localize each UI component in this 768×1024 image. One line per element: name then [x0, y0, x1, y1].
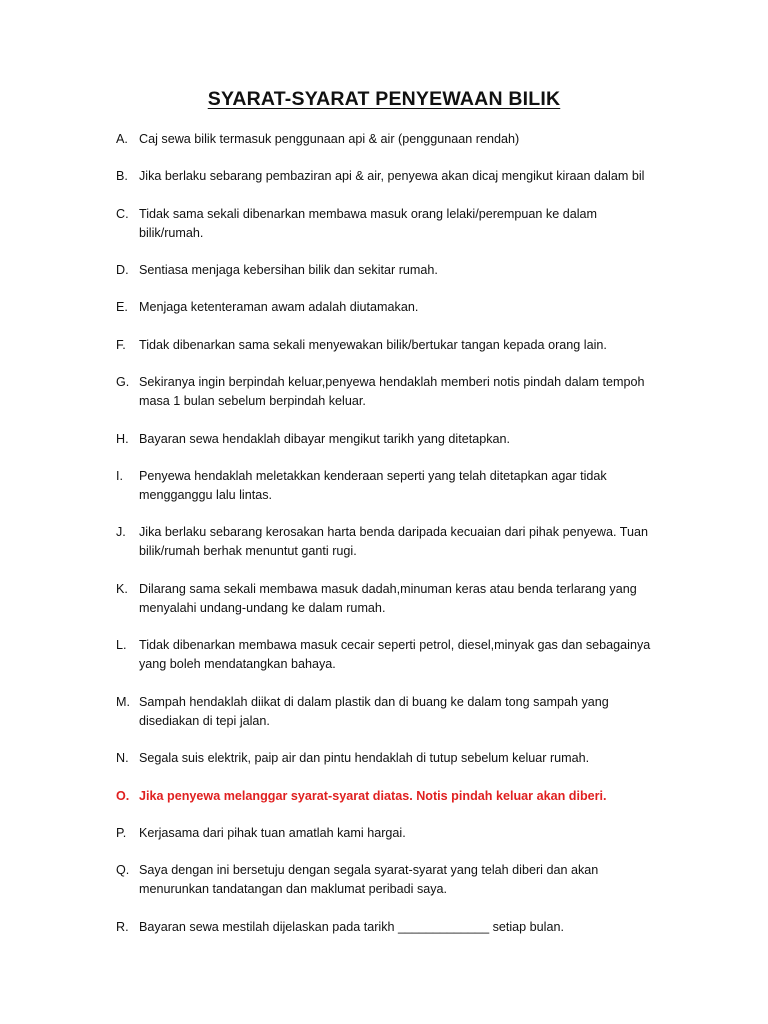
rule-letter: Q.	[116, 863, 130, 877]
rule-letter: M.	[116, 695, 130, 709]
rule-letter: K.	[116, 582, 128, 596]
rule-letter: G.	[116, 375, 130, 389]
rule-text: Jika penyewa melanggar syarat-syarat diatas. Notis pindah keluar akan diberi.	[139, 789, 607, 803]
rule-letter: L.	[116, 638, 127, 652]
rule-text: Menjaga ketenteraman awam adalah diutamakan.	[139, 300, 419, 314]
rule-text: Dilarang sama sekali membawa masuk dadah,minuman keras atau benda terlarang yang menyalahi undang-undang ke dalam rumah.	[139, 582, 637, 615]
rule-letter: I.	[116, 469, 123, 483]
rule-text: Tidak dibenarkan membawa masuk cecair seperti petrol, diesel,minyak gas dan sebagainya yang boleh mendatangkan bahaya.	[139, 638, 651, 671]
rule-text: Bayaran sewa mestilah dijelaskan pada tarikh _____________ setiap bulan.	[139, 920, 564, 934]
document-title: SYARAT-SYARAT PENYEWAAN BILIK	[207, 88, 561, 110]
rule-item-b	[116, 167, 676, 186]
rule-item-h	[116, 430, 676, 449]
rule-text: Sampah hendaklah diikat di dalam plastik dan di buang ke dalam tong sampah yang disediakan di tepi jalan.	[139, 695, 609, 728]
rule-letter: P.	[116, 826, 127, 840]
rule-letter: A.	[116, 132, 128, 146]
rule-letter: C.	[116, 207, 129, 221]
rule-item-n	[116, 749, 676, 768]
rule-letter: F.	[116, 338, 126, 352]
rule-item-o	[116, 787, 676, 806]
rule-text: Sekiranya ingin berpindah keluar,penyewa hendaklah memberi notis pindah dalam tempoh masa 1 bulan sebelum berpindah keluar.	[139, 375, 645, 408]
rule-item-j	[116, 523, 676, 560]
rule-letter: H.	[116, 432, 129, 446]
rule-letter: J.	[116, 525, 126, 539]
rule-text: Penyewa hendaklah meletakkan kenderaan seperti yang telah ditetapkan agar tidak mengganggu lalu lintas.	[139, 469, 607, 502]
rule-letter: R.	[116, 920, 129, 934]
rule-item-e	[116, 298, 676, 317]
rule-item-g	[116, 373, 676, 410]
rule-text: Caj sewa bilik termasuk penggunaan api & air (penggunaan rendah)	[139, 132, 520, 146]
rule-text: Jika berlaku sebarang pembaziran api & air, penyewa akan dicaj mengikut kiraan dalam bil	[139, 169, 645, 183]
rule-text: Segala suis elektrik, paip air dan pintu hendaklah di tutup sebelum keluar rumah.	[139, 751, 590, 765]
rule-text: Bayaran sewa hendaklah dibayar mengikut tarikh yang ditetapkan.	[139, 432, 511, 446]
rule-text: Tidak dibenarkan sama sekali menyewakan bilik/bertukar tangan kepada orang lain.	[139, 338, 607, 352]
rule-text: Sentiasa menjaga kebersihan bilik dan sekitar rumah.	[139, 263, 438, 277]
rule-item-f	[116, 336, 676, 355]
rule-item-d	[116, 261, 676, 280]
rule-letter: N.	[116, 751, 129, 765]
rule-letter: B.	[116, 169, 128, 183]
rule-item-p	[116, 824, 676, 843]
rule-text: Tidak sama sekali dibenarkan membawa masuk orang lelaki/perempuan ke dalam bilik/rumah.	[139, 207, 598, 240]
rule-text: Saya dengan ini bersetuju dengan segala syarat-syarat yang telah diberi dan akan menurunkan tandatangan dan maklumat peribadi saya.	[139, 863, 599, 896]
rule-item-a	[116, 130, 676, 149]
rule-text: Jika berlaku sebarang kerosakan harta benda daripada kecuaian dari pihak penyewa. Tuan bilik/rumah berhak menuntut ganti rugi.	[139, 525, 648, 558]
rule-item-c	[116, 205, 676, 242]
rule-letter: D.	[116, 263, 129, 277]
rule-item-l	[116, 636, 676, 673]
rule-item-i	[116, 467, 676, 504]
rule-item-r	[116, 918, 676, 937]
rule-text: Kerjasama dari pihak tuan amatlah kami hargai.	[139, 826, 406, 840]
rule-item-k	[116, 580, 676, 617]
rule-letter: O.	[116, 789, 130, 803]
rule-item-q	[116, 861, 676, 898]
rule-item-m	[116, 693, 676, 730]
rule-letter: E.	[116, 300, 128, 314]
